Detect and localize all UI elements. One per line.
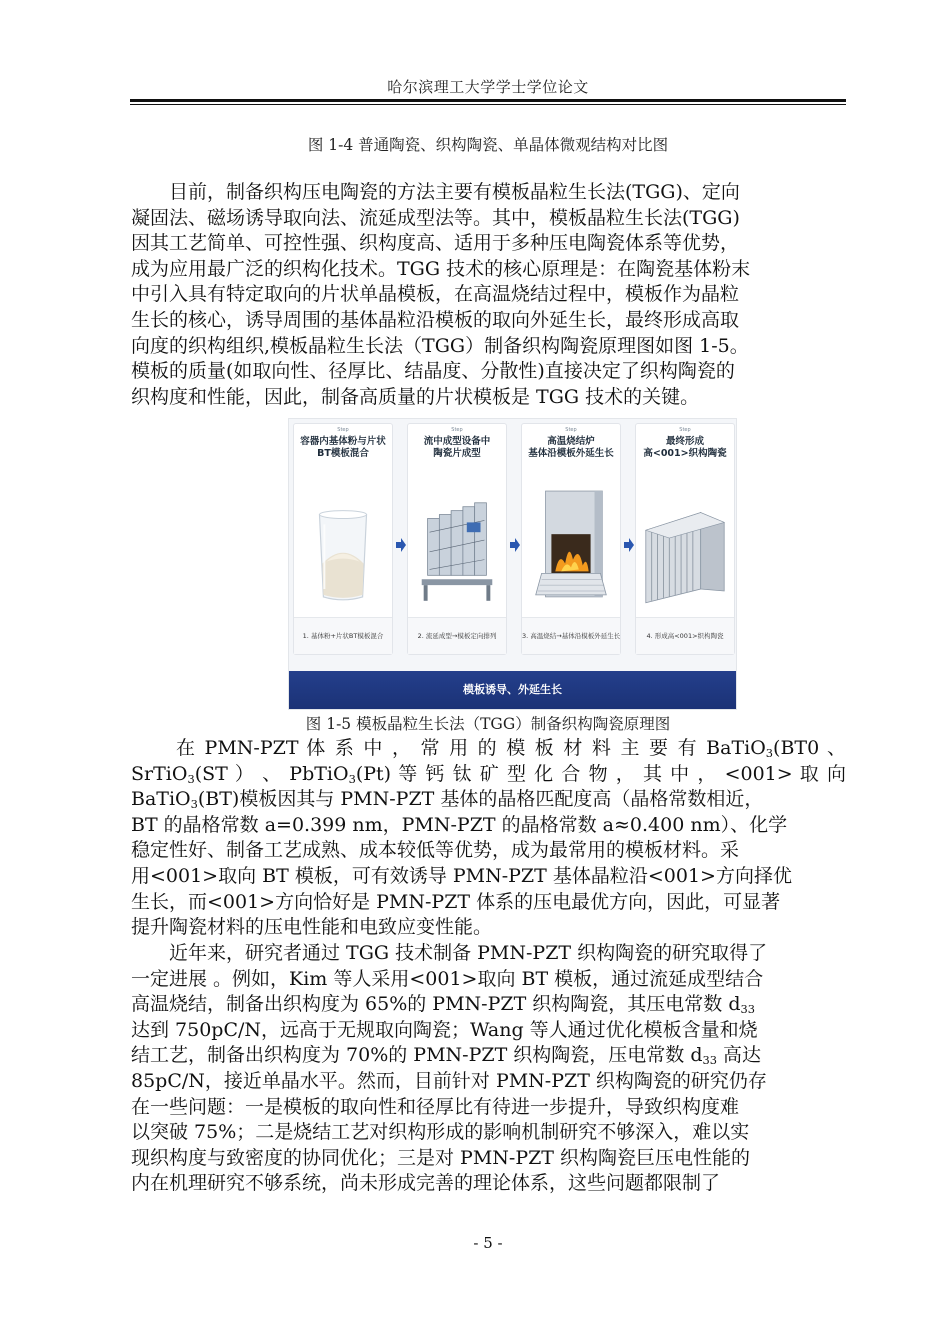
step-title: 容器内基体粉与片状 BT模板混合 xyxy=(300,436,386,459)
step-4-panel xyxy=(635,423,735,655)
paragraph-template-materials xyxy=(131,736,846,941)
text-line: 模板的质量(如取向性、径厚比、结晶度、分散性)直接决定了织构陶瓷的 xyxy=(131,360,735,383)
figure-1-5-tgg-process xyxy=(288,418,737,710)
text-line: 用<001>取向 BT 模板，可有效诱导 PMN-PZT 基体晶粒沿<001>方向择优 xyxy=(131,864,792,887)
text-line: 成为应用最广泛的织构化技术。TGG 技术的核心原理是：在陶瓷基体粉末 xyxy=(131,257,751,280)
text-line: 现织构度与致密度的协同优化；三是对 PMN-PZT 织构陶瓷巨压电性能的 xyxy=(131,1146,751,1169)
step-tag: Step xyxy=(679,427,691,433)
text-line: 提升陶瓷材料的压电性能和电致应变性能。 xyxy=(131,916,493,939)
beaker-powder-illustration xyxy=(294,472,392,612)
text-line: 稳定性好、制备工艺成熟、成本较低等优势，成为最常用的模板材料。采 xyxy=(131,839,740,862)
text-line: 凝固法、磁场诱导取向法、流延成型法等。其中，模板晶粒生长法(TGG) xyxy=(131,206,740,229)
text-line: BaTiO$_3$(BT)模板因其与 PMN-PZT 基体的晶格匹配度高（晶格常数相近， xyxy=(131,788,764,812)
paragraph-research-progress xyxy=(131,941,846,1197)
step-caption: 2. 流延成型→模板定向排列 xyxy=(408,617,506,654)
text-line: 以突破 75%；二是烧结工艺对织构形成的影响机制研究不够深入，难以实 xyxy=(131,1121,750,1144)
step-title: 流中成型设备中 陶瓷片成型 xyxy=(423,436,491,459)
text-line: 中引入具有特定取向的片状单晶模板，在高温烧结过程中，模板作为晶粒 xyxy=(131,283,740,306)
header-rule-thick xyxy=(130,99,846,102)
text-line: BT 的晶格常数 a=0.399 nm，PMN-PZT 的晶格常数 a≈0.400 nm）、化学 xyxy=(131,813,788,836)
text-line: 一定进展 。例如，Kim 等人采用<001>取向 BT 模板，通过流延成型结合 xyxy=(131,967,764,990)
step-caption: 4. 形成高<001>织构陶瓷 xyxy=(636,617,734,654)
text-line: 因其工艺简单、可控性强、织构度高、适用于多种压电陶瓷体系等优势， xyxy=(131,232,740,255)
tape-casting-machine-illustration xyxy=(408,472,506,612)
step-3-panel xyxy=(521,423,621,655)
header-rule-thin xyxy=(130,104,846,105)
arrow-right-icon xyxy=(623,537,635,553)
sintering-furnace-illustration xyxy=(522,472,620,612)
text-line: 在 PMN-PZT 体 系 中 ， 常 用 的 模 板 材 料 主 要 有 BaTiO$_3$(BT0 、 xyxy=(176,737,846,760)
arrow-right-icon xyxy=(395,537,407,553)
text-line: 生长的核心，诱导周围的基体晶粒沿模板的取向外延生长，最终形成高取 xyxy=(131,308,740,331)
paragraph-tgg-methods xyxy=(131,180,846,410)
step-title: 高温烧结炉 基体沿模板外延生长 xyxy=(528,436,614,459)
step-caption: 1. 基体粉+片状BT模板混合 xyxy=(294,617,392,654)
figure-banner: 模板诱导、外延生长 xyxy=(289,671,736,709)
step-caption: 3. 高温烧结→基体沿模板外延生长 xyxy=(522,617,620,654)
step-tag: Step xyxy=(451,427,463,433)
step-1-panel xyxy=(293,423,393,655)
text-line: 内在机理研究不够系统，尚未形成完善的理论体系，这些问题都限制了 xyxy=(131,1172,721,1195)
text-line: SrTiO$_3$(ST ） 、 PbTiO$_3$(Pt) 等 钙 钛 矿 型 化 合 物 ， 其 中 ， <001> 取 向 xyxy=(131,762,846,786)
step-2-panel xyxy=(407,423,507,655)
text-line: 达到 750pC/N，远高于无规取向陶瓷；Wang 等人通过优化模板含量和烧 xyxy=(131,1018,758,1041)
step-tag: Step xyxy=(565,427,577,433)
figure-1-4-caption: 图 1-4 普通陶瓷、织构陶瓷、单晶体微观结构对比图 xyxy=(307,136,669,154)
text-line: 向度的织构组织,模板晶粒生长法（TGG）制备织构陶瓷原理图如图 1-5。 xyxy=(131,334,749,357)
text-line: 织构度和性能，因此，制备高质量的片状模板是 TGG 技术的关键。 xyxy=(131,385,700,408)
textured-ceramic-plates-illustration xyxy=(636,472,734,612)
text-line: 高温烧结，制备出织构度为 65%的 PMN-PZT 织构陶瓷，其压电常数 $d_{33}$ xyxy=(131,993,755,1017)
text-line: 生长，而<001>方向恰好是 PMN-PZT 体系的压电最优方向，因此，可显著 xyxy=(131,890,781,913)
step-title: 最终形成 高<001>织构陶瓷 xyxy=(643,436,727,459)
step-tag: Step xyxy=(337,427,349,433)
page-header: 哈尔滨理工大学学士学位论文 xyxy=(387,78,589,96)
arrow-right-icon xyxy=(509,537,521,553)
text-line: 结工艺，制备出织构度为 70%的 PMN-PZT 织构陶瓷，压电常数 $d_{33}$ 高达 xyxy=(131,1044,762,1068)
figure-1-5-caption: 图 1-5 模板晶粒生长法（TGG）制备织构陶瓷原理图 xyxy=(305,715,671,733)
text-line: 在一些问题：一是模板的取向性和径厚比有待进一步提升，导致织构度难 xyxy=(131,1095,740,1118)
page-number: - 5 - xyxy=(473,1234,503,1252)
text-line: 目前，制备织构压电陶瓷的方法主要有模板晶粒生长法(TGG)、定向 xyxy=(169,181,740,203)
text-line: 近年来，研究者通过 TGG 技术制备 PMN-PZT 织构陶瓷的研究取得了 xyxy=(169,942,768,964)
text-line: 85pC/N，接近单晶水平。然而，目前针对 PMN-PZT 织构陶瓷的研究仍存 xyxy=(131,1069,767,1092)
